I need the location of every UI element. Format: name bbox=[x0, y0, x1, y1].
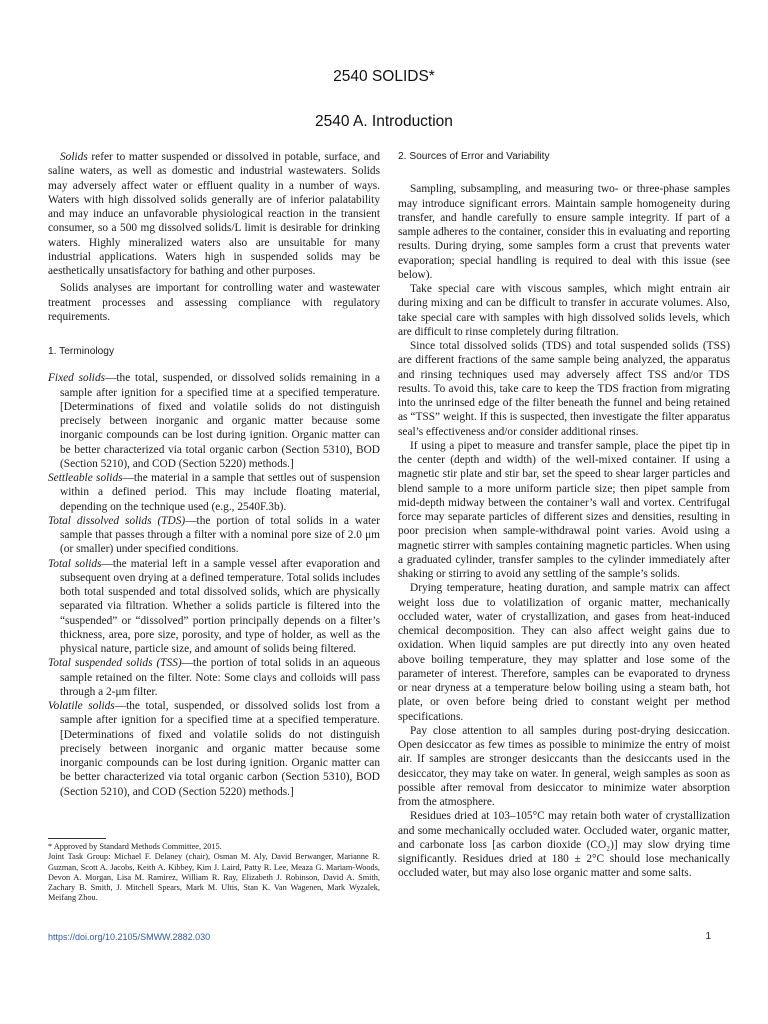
intro-paragraph-1 bbox=[48, 150, 380, 278]
definition-text: —the total, suspended, or dissolved solids lost from a sample after ignition for a specified time at a specified temperature. [Determinations of fixed and volatile solids do not distinguish precisely between inorganic and organic matter because some inorganic compounds can be lost during ignition. Organic matter can be better characterized via total organic carbon (Section 5310), BOD (Section 5210), and COD (Section 5220) methods.] bbox=[60, 700, 380, 798]
body-paragraph: Since total dissolved solids (TDS) and total suspended solids (TSS) are different fractions of the same sample being analyzed, the apparatus and rinsing techniques used may adversely affect TSS and/or TDS results. To avoid this, take care to keep the TDS fraction from migrating into the unrinsed edge of the filter beneath the funnel and being retained as “TSS” weight. If this is suspected, then investigate the filter apparatus seal’s effectiveness and/or consider additional rinses. bbox=[398, 340, 730, 438]
doi-link[interactable]: https://doi.org/10.2105/SMWW.2882.030 bbox=[48, 932, 211, 942]
footnote-divider bbox=[48, 838, 106, 839]
page-number: 1 bbox=[705, 931, 711, 942]
intro-paragraph-2: Solids analyses are important for controlling water and wastewater treatment processes and assessing compliance with regulatory requirements. bbox=[48, 282, 380, 323]
definition-term: Total suspended solids (TSS) bbox=[48, 657, 182, 670]
definition-text: —the material left in a sample vessel after evaporation and subsequent oven drying at a defined temperature. Total solids includes both total suspended and total dissolved solids, which are physically separated via filtration. Whether a solids particle is filtered into the “suspended” or “dissolved” portion principally depends on a filter’s thickness, area, pore size, porosity, and type of holder, as well as the physical nature, particle size, and amount of solids being filtered. bbox=[60, 557, 380, 655]
body-paragraph: Sampling, subsampling, and measuring two- or three-phase samples may introduce significant errors. Maintain sample homogeneity during transfer, and handle carefully to ensure sample integrity. If part of a sample adheres to the container, consider this in evaluating and reporting results. During drying, some samples form a crust that prevents water evaporation; special handling is required to deal with this issue (see below). bbox=[398, 183, 730, 281]
definition-total-solids bbox=[48, 557, 380, 657]
definition-tds bbox=[48, 514, 380, 557]
definition-term: Settleable solids bbox=[48, 472, 123, 484]
definition-term: Total dissolved solids (TDS) bbox=[48, 514, 186, 527]
definition-term: Fixed solids bbox=[48, 372, 106, 385]
body-paragraph: Take special care with viscous samples, which might entrain air during mixing and can be difficult to transfer in accurate volumes. Also, take special care with samples with high dissolved solids levels, which are difficult to rinse completely during filtration. bbox=[398, 283, 730, 338]
definition-text: —the total, suspended, or dissolved solids remaining in a sample after ignition for a specified time at a specified temperature. [Determinations of fixed and volatile solids do not distinguish precisely between inorganic and organic matter because some inorganic compounds can be lost during ignition. Organic matter can be better characterized via total organic carbon (Section 5310), BOD (Section 5210), and COD (Section 5220) methods.] bbox=[60, 372, 380, 470]
terminology-heading: 1. Terminology bbox=[48, 346, 115, 357]
left-column bbox=[48, 150, 380, 799]
section-title: 2540 A. Introduction bbox=[315, 113, 453, 130]
definition-term: Volatile solids bbox=[48, 700, 115, 712]
definition-text: —the portion of total solids in a water sample that passes through a filter with a nominal pore size of 2.0 μm (or smaller) under specified conditions. bbox=[60, 514, 380, 556]
definition-term: Total solids bbox=[48, 557, 102, 570]
definition-volatile-solids bbox=[48, 699, 380, 799]
definition-text: —the portion of total solids in an aqueous sample retained on the filter. Note: Some clays and colloids will pass through a 2-μm filter. bbox=[60, 657, 380, 698]
definition-text: —the material in a sample that settles out of suspension within a defined period. This may include floating material, depending on the technique used (e.g., 2540F.3b). bbox=[60, 472, 380, 513]
definition-fixed-solids bbox=[48, 371, 380, 471]
footnote-task-group: Joint Task Group: Michael F. Delaney (chair), Osman M. Aly, David Berwanger, Marianne R. Guzman, Scott A. Jacobs, Keith A. Kibbey, Kim J. Laird, Patty R. Lee, Meaza G. Mariam-Woods, Devon A. Morgan, Lisa M. Ramirez, William R. Ray, Elizabeth J. Robinson, David A. Smith, Zachary B. Smith, J. Mitchell Spears, Mark M. Ultis, Stan K. Van Wagenen, Mark Wyzalek, Meifang Zhou. bbox=[48, 852, 380, 903]
body-paragraph: Pay close attention to all samples during post-drying desiccation. Open desiccator as few times as possible to minimize the entry of moist air. If samples are stronger desiccants than the desiccants used in the desiccator, they may take on water. In general, weigh samples as soon as possible after removal from desiccator to minimize water absorption from the atmosphere. bbox=[398, 724, 730, 808]
intro-text: refer to matter suspended or dissolved in potable, surface, and saline waters, as well as domestic and industrial wastewaters. Solids may adversely affect water or effluent quality in a number of ways. Waters with high dissolved solids generally are of inferior palatability and may induce an unfavorable physiological reaction in the transient consumer, so a 500 mg dissolved solids/L limit is desirable for drinking waters. Highly mineralized waters also are unsuitable for many industrial applications. Waters high in suspended solids may be aesthetically unsatisfactory for bathing and other purposes. bbox=[48, 151, 380, 277]
footnotes bbox=[48, 838, 380, 904]
footnote-approval: * Approved by Standard Methods Committee, 2015. bbox=[48, 842, 222, 851]
sources-of-error-heading: 2. Sources of Error and Variability bbox=[398, 151, 550, 162]
intro-term: Solids bbox=[60, 151, 88, 163]
document-title: 2540 SOLIDS* bbox=[333, 68, 435, 85]
body-paragraph: Drying temperature, heating duration, and sample matrix can affect weight loss due to volatilization of organic matter, mechanically occluded water, water of crystallization, and gases from heat-induced chemical decomposition. They can also affect weight gains due to oxidation. When liquid samples are put directly into any oven heated above boiling temperature, they may splatter and lose some of the parameter of interest. Therefore, samples can be evaporated to dryness or near dryness at a temperature below boiling using a steam bath, hot plate, or oven before being dried to constant weight per method specifications. bbox=[398, 582, 730, 723]
body-paragraph: If using a pipet to measure and transfer sample, place the pipet tip in the center (depth and width) of the well-mixed container. If using a magnetic stir plate and stir bar, set the speed to shear larger particles and blend sample to a more uniform particle size; then pipet sample from mid-depth midway between the container’s wall and vortex. Centrifugal force may separate particles of different sizes and densities, resulting in poor precision when sample-withdrawal point varies. Avoid using a magnetic stirrer with samples containing magnetic particles. When using a graduated cylinder, transfer samples to the cylinder immediately after shaking or stirring to avoid any settling of the sample’s solids. bbox=[398, 439, 730, 580]
body-paragraph: Residues dried at 103–105°C may retain both water of crystallization and some mechanically occluded water. Occluded water, organic matter, and carbonate loss [as carbon dioxide (CO₂)] may slow drying time significantly. Residues dried at 180 ± 2°C should lose mechanically occluded water, but may also lose organic matter and some salts. bbox=[398, 810, 730, 880]
right-column bbox=[398, 150, 730, 881]
definition-settleable-solids bbox=[48, 471, 380, 514]
definition-tss bbox=[48, 656, 380, 699]
